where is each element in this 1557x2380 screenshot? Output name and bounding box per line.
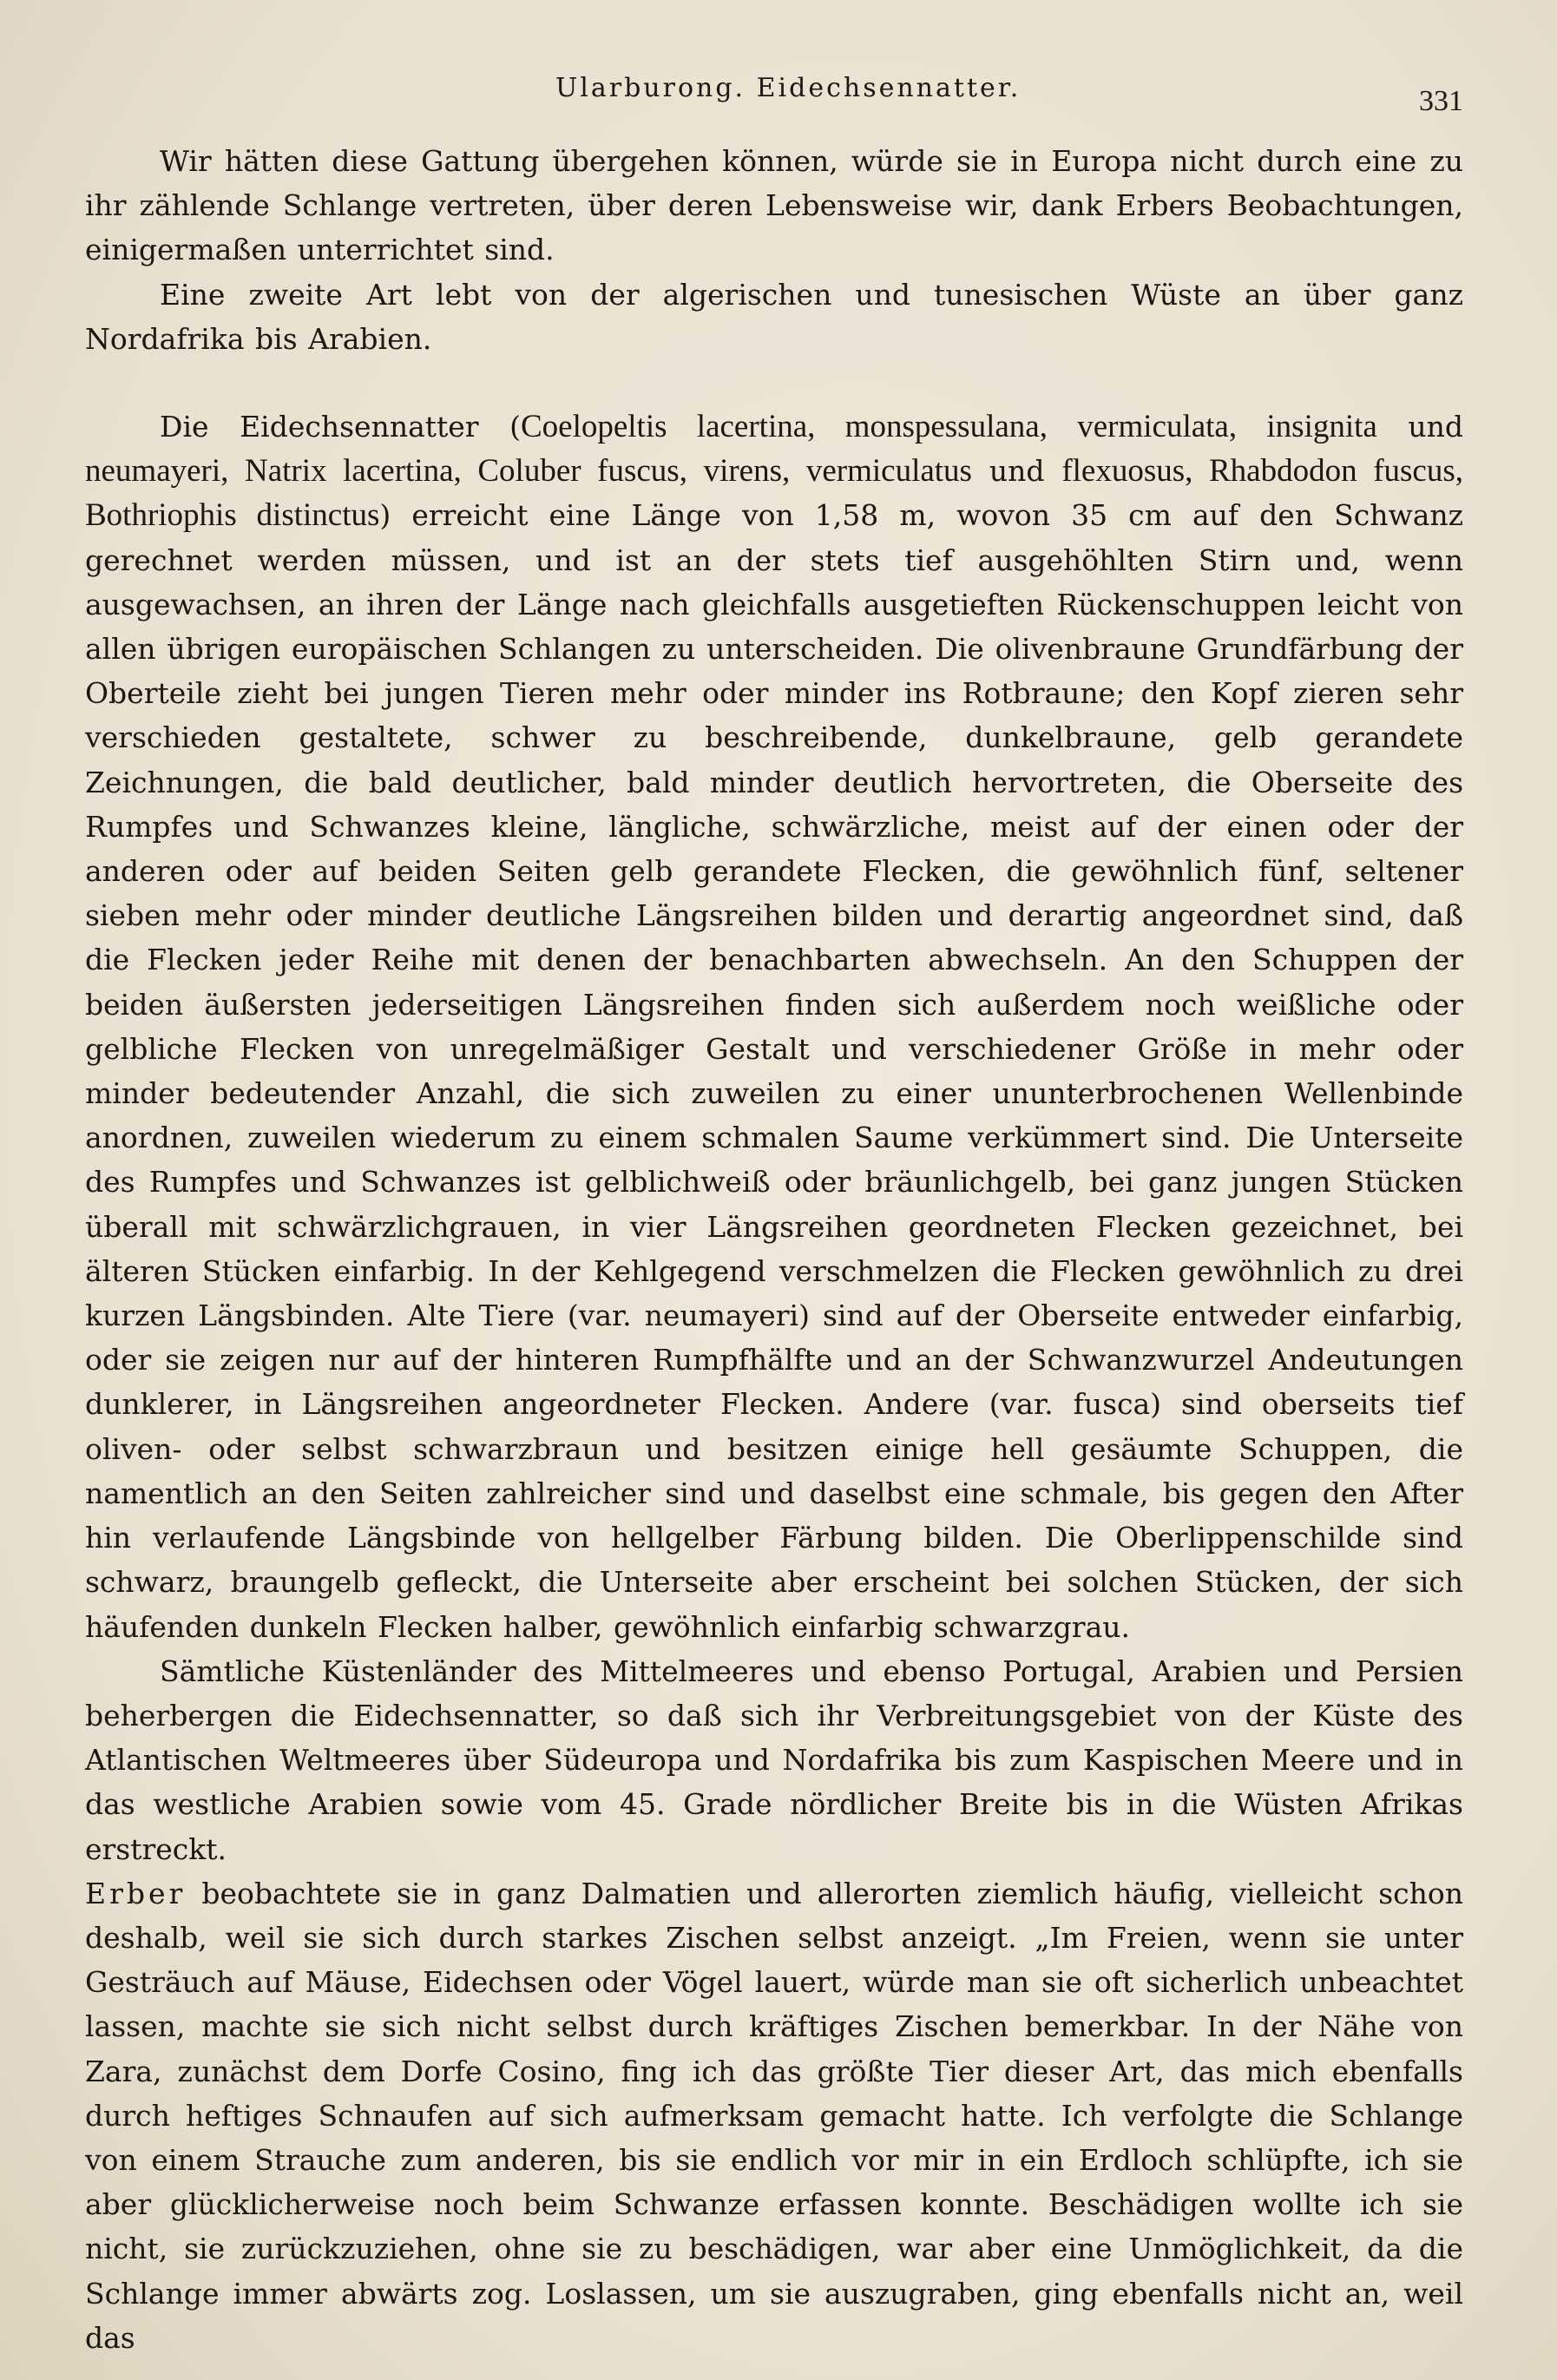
species-intro: Die Eidechsennatter ( — [160, 410, 521, 444]
conjunction-1: und — [1376, 410, 1463, 444]
page-header — [0, 61, 1557, 117]
latin-names-3: flexuosus, Rhabdodon fuscus, Bothriophis distinctus — [85, 453, 1463, 534]
paragraph-3 — [85, 404, 1463, 1649]
latin-names-2: neumayeri, Natrix lacertina, Coluber fuscus, virens, vermiculatus — [85, 453, 972, 490]
latin-names-1: Coelopeltis lacertina, monspessulana, vermiculata, insignita — [520, 409, 1377, 445]
paragraph-5-text: beobachtete sie in ganz Dalmatien und allerorten ziemlich häufig, vielleicht schon deshalb, weil sie sich durch starkes Zischen selbst anzeigt. „Im Freien, wenn sie unter Gesträuch auf Mäuse, Eidechsen oder Vögel lauert, würde man sie oft sicherlich unbeachtet lassen, machte sie sich nicht selbst durch kräftiges Zischen bemerkbar. In der Nähe von Zara, zunächst dem Dorfe Cosino, fing ich das größte Tier dieser Art, das mich ebenfalls durch heftiges Schnaufen auf sich aufmerksam gemacht hatte. Ich verfolgte die Schlange von einem Strauche zum anderen, bis sie endlich vor mir in ein Erdloch schlüpfte, ich sie aber glücklicherweise noch beim Schwanze erfassen konnte. Beschädigen wollte ich sie nicht, sie zurückzuziehen, ohne sie zu beschädigen, war aber eine Unmöglichkeit, da die Schlange immer abwärts zog. Loslassen, um sie auszugraben, ging ebenfalls nicht an, weil das — [85, 1876, 1463, 2355]
paragraph-4: Sämtliche Küstenländer des Mittelmeeres und ebenso Portugal, Arabien und Persien beherbergen die Eidechsennatter, so daß sich ihr Verbreitungsgebiet von der Küste des Atlantischen Weltmeeres über Südeuropa und Nordafrika bis zum Kaspischen Meere und in das westliche Arabien sowie vom 45. Grade nördlicher Breite bis in die Wüsten Afrikas erstreckt. — [85, 1654, 1463, 1866]
conjunction-2: und — [971, 454, 1062, 489]
page-body — [85, 139, 1463, 2360]
author-name: Erber — [85, 1876, 187, 1910]
paragraph-5 — [85, 1871, 1463, 2360]
paragraph-2: Eine zweite Art lebt von der algerischen und tunesischen Wüste an über ganz Nordafrika bis Arabien. — [85, 277, 1463, 356]
species-description: ) erreicht eine Länge von 1,58 m, wovon 35 cm auf den Schwanz gerechnet werden müssen, und ist an der stets tief ausgehöhlten Stirn und, wenn ausgewachsen, an ihren der Länge nach gleichfalls ausgetieften Rückenschuppen leicht von allen übrigen europäischen Schlangen zu unterscheiden. Die olivenbraune Grundfärbung der Oberteile zieht bei jungen Tieren mehr oder minder ins Rotbraune; den Kopf zieren sehr verschieden gestaltete, schwer zu beschreibende, dunkelbraune, gelb gerandete Zeichnungen, die bald deutlicher, bald minder deutlich hervortreten, die Oberseite des Rumpfes und Schwanzes kleine, längliche, schwärzliche, meist auf der einen oder der anderen oder auf beiden Seiten gelb gerandete Flecken, die gewöhnlich fünf, seltener sieben mehr oder minder deutliche Längsreihen bilden und derartig angeordnet sind, daß die Flecken jeder Reihe mit denen der benachbarten abwechseln. An den Schuppen der beiden äußersten jederseitigen Längsreihen finden sich außerdem noch weißliche oder gelbliche Flecken von unregelmäßiger Gestalt und verschiedener Größe in mehr oder minder bedeutender Anzahl, die sich zuweilen zu einer ununterbrochenen Wellenbinde anordnen, zuweilen wiederum zu einem schmalen Saume verkümmert sind. Die Unterseite des Rumpfes und Schwanzes ist gelblichweiß oder bräunlichgelb, bei ganz jungen Stücken überall mit schwärzlichgrauen, in vier Längsreihen geordneten Flecken gezeichnet, bei älteren Stücken einfarbig. In der Kehlgegend verschmelzen die Flecken gewöhnlich zu drei kurzen Längsbinden. Alte Tiere (var. neumayeri) sind auf der Oberseite entweder einfarbig, oder sie zeigen nur auf der hinteren Rumpfhälfte und an der Schwanzwurzel Andeutungen dunklerer, in Längsreihen angeordneter Flecken. Andere (var. fusca) sind oberseits tief oliven- oder selbst schwarzbraun und besitzen einige hell gesäumte Schuppen, die namentlich an den Seiten zahlreicher sind und daselbst eine schmale, bis gegen den After hin verlaufende Längsbinde von hellgelber Färbung bilden. Die Oberlippenschilde sind schwarz, braungelb gefleckt, die Unterseite aber erscheint bei solchen Stücken, der sich häufenden dunkeln Flecken halber, gewöhnlich einfarbig schwarzgrau. — [85, 498, 1464, 1644]
paragraph-1: Wir hätten diese Gattung übergehen können, würde sie in Europa nicht durch eine zu ihr zählende Schlange vertreten, über deren Lebensweise wir, dank Erbers Beobachtungen, einigermaßen unterrichtet sind. — [85, 144, 1463, 267]
running-head: Ularburong. Eidechsennatter. — [555, 73, 1022, 103]
page-number: 331 — [1419, 85, 1463, 117]
